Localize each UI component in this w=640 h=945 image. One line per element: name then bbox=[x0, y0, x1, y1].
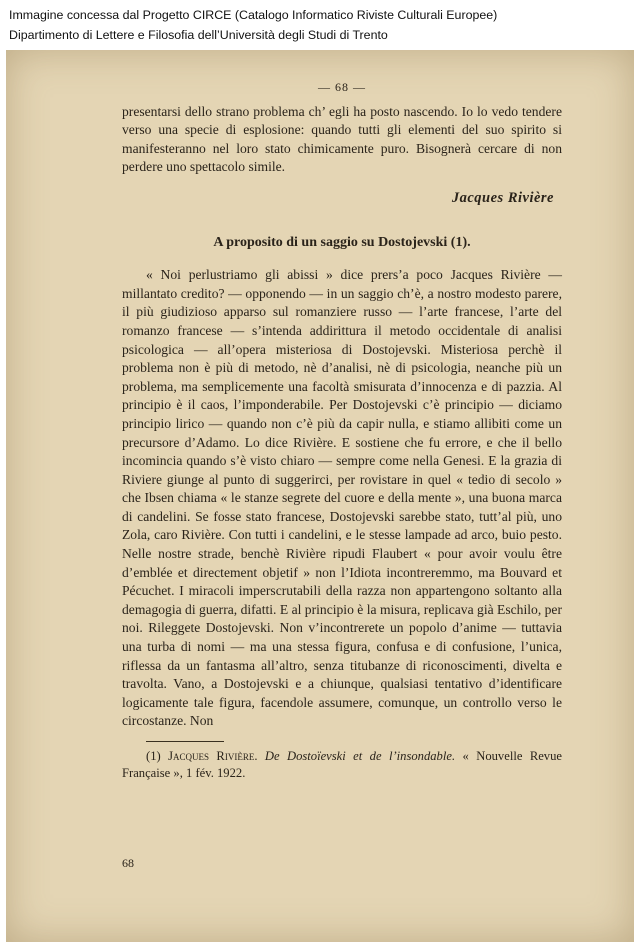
footnote-title: De Dostoïevski et de l’insondable. bbox=[264, 749, 456, 763]
signature: Jacques Rivière bbox=[451, 189, 554, 206]
intro-paragraph: presentarsi dello strano problema ch’ egli ha posto nascendo. Io lo vedo tendere verso una specie di esplosione: quando tutti gli elementi del suo spirito si manifesteranno nel loro stato chimicamente puro. Bisognerà cercare di non perdere uno spettacolo simile. bbox=[122, 103, 562, 175]
scanned-page bbox=[6, 50, 634, 942]
banner-line-1: Immagine concessa dal Progetto CIRCE (Catalogo Informatico Riviste Culturali Europee) bbox=[9, 8, 498, 22]
footnote-divider bbox=[146, 741, 224, 742]
footnote-marker: (1) bbox=[146, 749, 161, 763]
folio-number: 68 bbox=[122, 856, 134, 870]
footnote-source: « Nouvelle Revue Française », 1 fév. 1922. bbox=[122, 749, 562, 780]
page-number: — 68 — bbox=[318, 80, 366, 94]
banner-line-2: Dipartimento di Lettere e Filosofia dell’Università degli Studi di Trento bbox=[9, 28, 388, 42]
section-title: A proposito di un saggio su Dostojevski (1). bbox=[213, 234, 471, 250]
page-content bbox=[122, 78, 562, 782]
circe-banner bbox=[0, 0, 640, 50]
footnote-author: Jacques Rivière. bbox=[168, 749, 258, 763]
footnote bbox=[122, 748, 562, 782]
body-paragraph: « Noi perlustriamo gli abissi » dice prers’a poco Jacques Rivière — millantato credito? — opponendo — in un saggio ch’è, a nostro modesto parere, il più giudizioso apparso sul romanziere russo — l’arte francese, l’arte del romanzo francese — s’intenda addirittura il metodo occidentale di analisi psicologica — all’opera misteriosa di Dostojevski. Misteriosa perchè il problema non è più di metodo, nè d’analisi, nè di psicologia, neanche più un problema, ma semplicemente una facoltà smisurata d’innocenza e di pazzia. Al principio è il caos, l’imponderabile. Per Dostojevski c’è principio — diciamo principio lirico — quando non c’è più da capir nulla, e stiamo allibiti come un precursore d’Adamo. Lo dice Rivière. E sostiene che fu errore, e che il bello incomincia quando s’è visto chiaro — sempre come nella Genesi. E la grazia di Riviere giunge al punto di suggerirci, per rovistare in quel « tedio di secolo » che Ibsen chiama « le stanze segrete del cuore e della mente », una buona marca di candelini. Se fosse stato francese, Dostojevski sarebbe stato, tutt’al più, uno Zola, caro Rivière. Con tutti i candelini, e le stesse lampade ad arco, buio pesto. Nelle nostre strade, benchè Rivière ripudi Flaubert « pour avoir voulu être d’emblée et directement objetif » non l’Idiota incontreremmo, ma Bouvard et Pécuchet. I miracoli imperscrutabili della razza non appartengono soltanto alla demagogia di guerra, difatti. E al principio è la misura, replicava già Eschilo, per noi. Rileggete Dostojevski. Non v’incontrerete un popolo d’anime — tuttavia una turba di nomi — ma una stessa figura, confusa e di confusione, l’unica, riflessa da un fantasma all’altro, senza titubanze di riconoscimenti, divelta e travolta. Vano, a Dostojevski e a chiunque, qualsiasi tentativo d’identificare logicamente tale figura, facendole assumere, comunque, un controllo verso le circostanze. Non bbox=[122, 267, 562, 729]
